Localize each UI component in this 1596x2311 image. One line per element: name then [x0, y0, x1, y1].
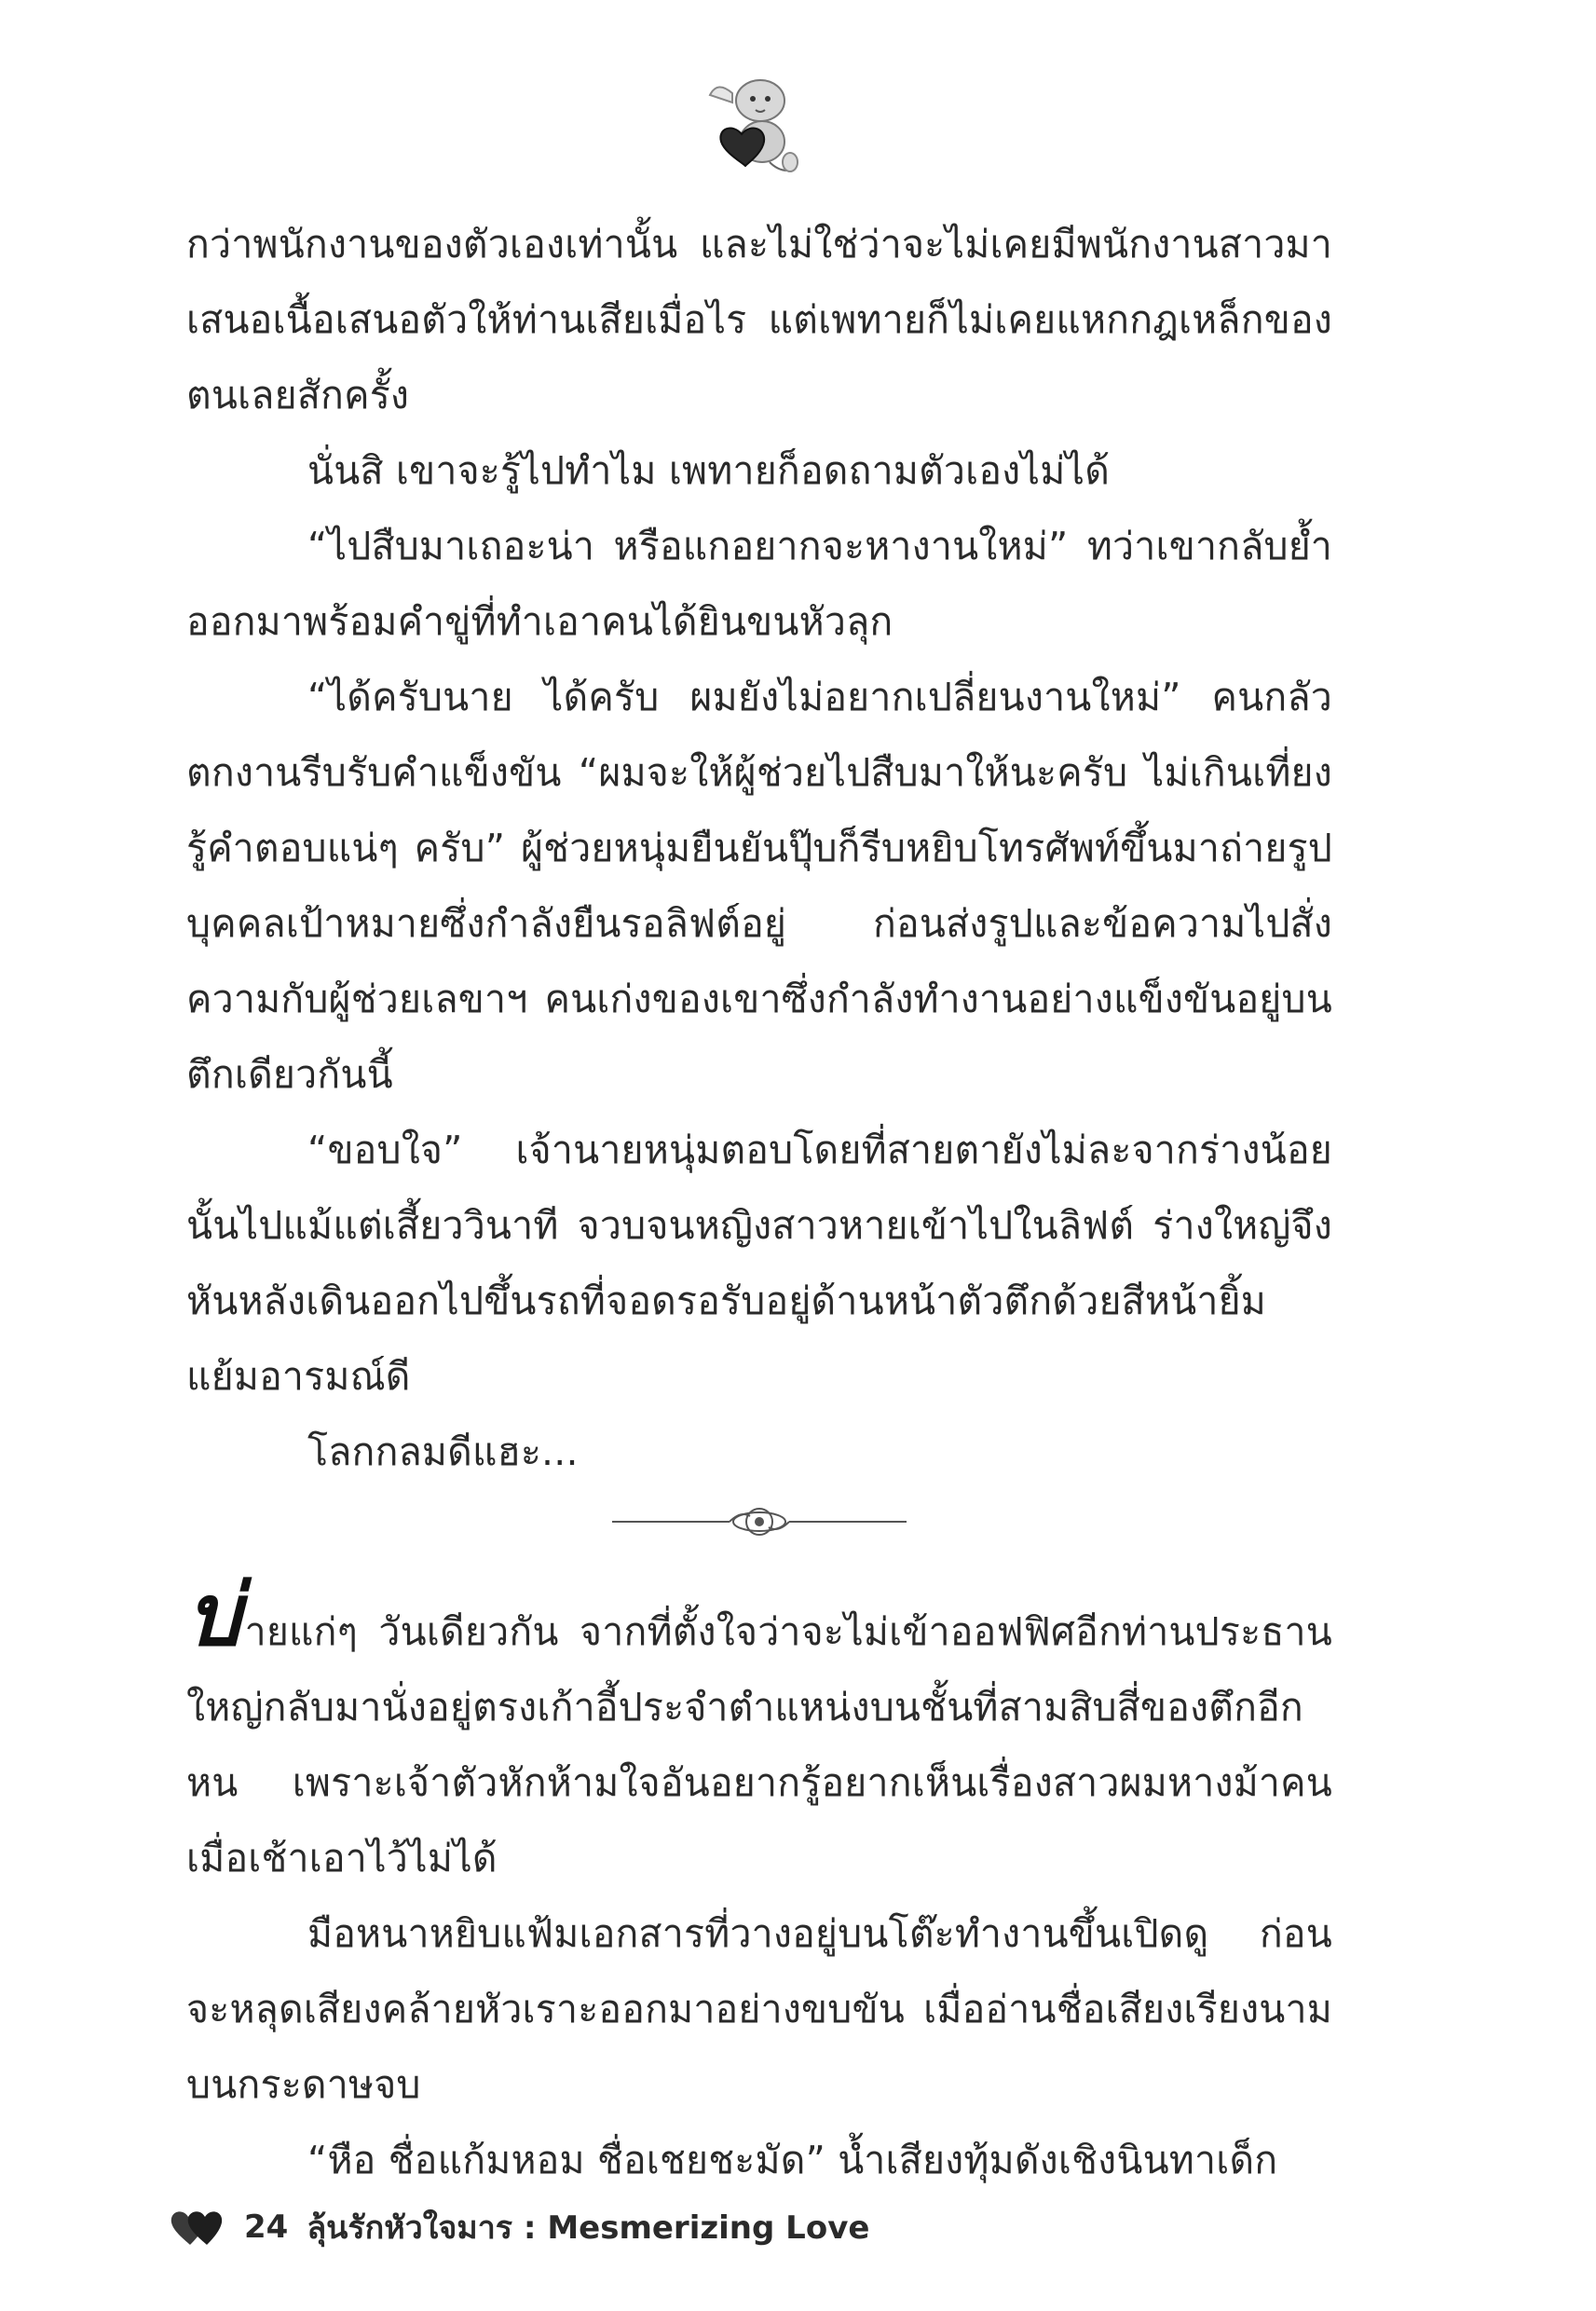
paragraph: “ไปสืบมาเถอะน่า หรือแกอยากจะหางานใหม่” ทว่าเขากลับย้ำออกมาพร้อมคำขู่ที่ทำเอาคนได้ยินขนหัวลุก — [186, 524, 1332, 644]
flourish-divider-icon — [610, 1503, 908, 1540]
paragraph: กว่าพนักงานของตัวเองเท่านั้น และไม่ใช่ว่าจะไม่เคยมีพนักงานสาวมาเสนอเนื้อเสนอตัวให้ท่านเสียเมื่อไร แต่เพทายก็ไม่เคยแหกกฎเหล็กของตนเลยสักครั้ง — [186, 222, 1332, 417]
hearts-icon — [170, 2206, 224, 2249]
dropcap-paragraph-text: ายแก่ๆ วันเดียวกัน จากที่ตั้งใจว่าจะไม่เข้าออฟฟิศอีกท่านประธานใหญ่กลับมานั่งอยู่ตรงเก้าอี้ประจำตำแหน่งบนชั้นที่สามสิบสี่ของตึกอีกหน เพราะเจ้าตัวหักห้ามใจอันอยากรู้อยากเห็นเรื่องสาวผมหางม้าคนเมื่อเช้าเอาไว้ไม่ได้ — [186, 1609, 1332, 1880]
paragraph: “ได้ครับนาย ได้ครับ ผมยังไม่อยากเปลี่ยนงานใหม่” คนกลัวตกงานรีบรับคำแข็งขัน “ผมจะให้ผู้ช่วยไปสืบมาให้นะครับ ไม่เกินเที่ยงรู้คำตอบแน่ๆ ครับ” ผู้ช่วยหนุ่มยืนยันปุ๊บก็รีบหยิบโทรศัพท์ขึ้นมาถ่ายรูปบุคคลเป้าหมายซึ่งกำลังยืนรอลิฟต์อยู่ ก่อนส่งรูปและข้อความไปสั่งความกับผู้ช่วยเลขาฯ คนเก่งของเขาซึ่งกำลังทำงานอย่างแข็งขันอยู่บนตึกเดียวกันนี้ — [186, 675, 1332, 1097]
paragraph: มือหนาหยิบแฟ้มเอกสารที่วางอยู่บนโต๊ะทำงานขึ้นเปิดดู ก่อนจะหลุดเสียงคล้ายหัวเราะออกมาอย่างขบขัน เมื่ออ่านชื่อเสียงเรียงนามบนกระดาษจบ — [186, 1911, 1332, 2107]
paragraph: โลกกลมดีแฮะ... — [307, 1429, 579, 1474]
page-footer — [170, 2199, 869, 2255]
dropcap-paragraph — [186, 1565, 1332, 1896]
paragraph: “หือ ชื่อแก้มหอม ชื่อเชยชะมัด” น้ำเสียงทุ้มดังเชิงนินทาเด็ก — [307, 2138, 1278, 2182]
page-body — [186, 207, 1332, 2198]
dropcap-letter: บ่ — [186, 1565, 241, 1665]
paragraph: นั่นสิ เขาจะรู้ไปทำไม เพทายก็อดถามตัวเองไม่ได้ — [307, 448, 1111, 493]
section-divider — [186, 1490, 1332, 1578]
cupid-holding-heart-icon — [704, 73, 807, 180]
book-title: ลุ้นรักหัวใจมาร : Mesmerizing Love — [307, 2209, 870, 2247]
page-number: 24 — [244, 2208, 289, 2246]
paragraph: “ขอบใจ” เจ้านายหนุ่มตอบโดยที่สายตายังไม่ละจากร่างน้อยนั้นไปแม้แต่เสี้ยววินาที จวบจนหญิงสาวหายเข้าไปในลิฟต์ ร่างใหญ่จึงหันหลังเดินออกไปขึ้นรถที่จอดรอรับอยู่ด้านหน้าตัวตึกด้วยสีหน้ายิ้มแย้มอารมณ์ดี — [186, 1128, 1332, 1399]
